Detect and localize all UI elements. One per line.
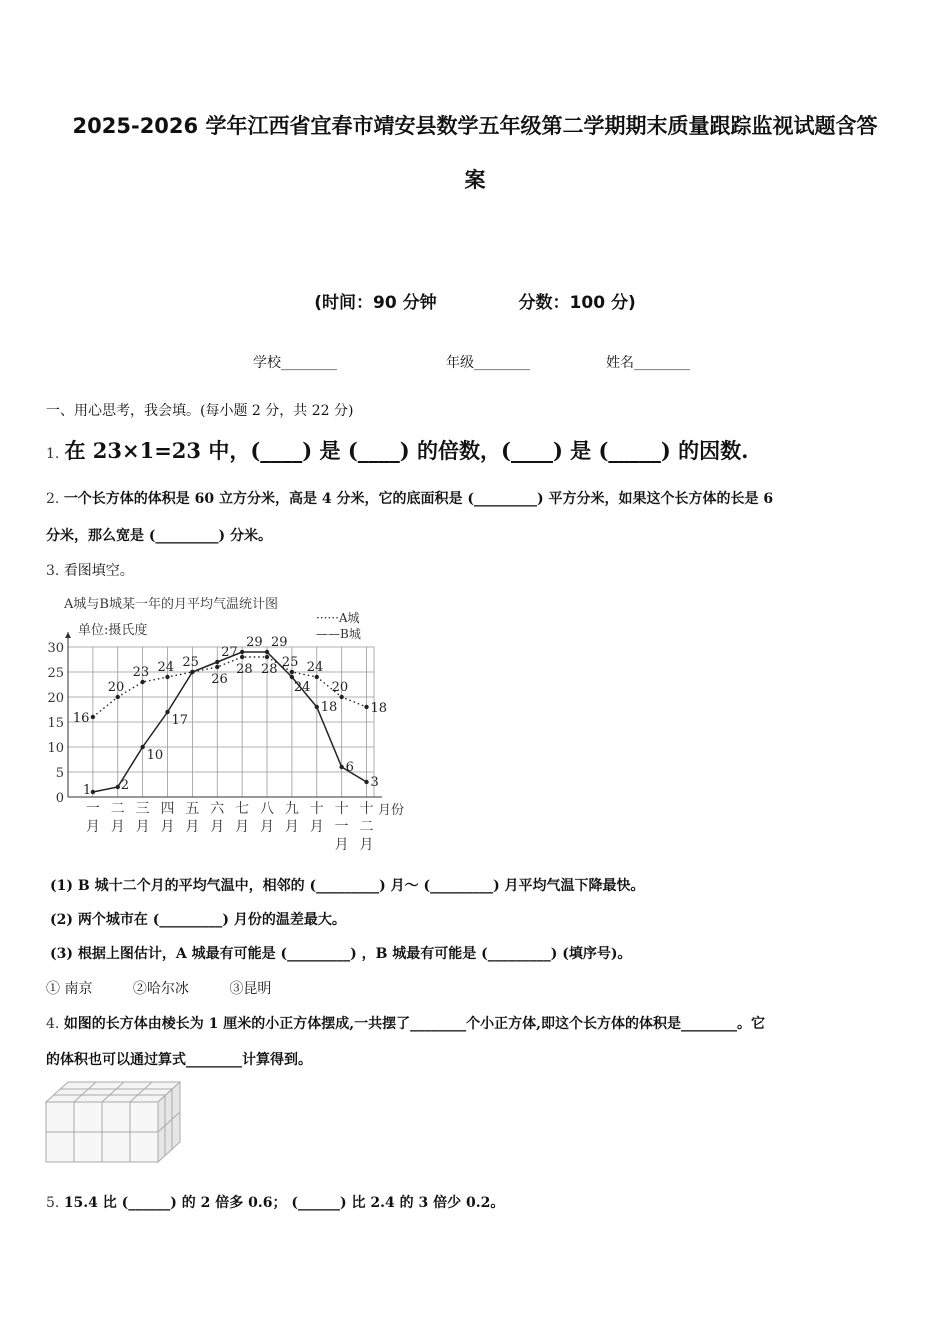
series-b-data-label: 2 xyxy=(120,778,130,793)
series-a-data-label: 25 xyxy=(182,655,199,670)
series-b-point xyxy=(140,745,144,749)
question-text: 看图填空。 xyxy=(63,563,134,579)
doc-title-line2: 案 xyxy=(464,168,486,192)
series-b-point xyxy=(190,670,194,674)
x-tick-label: 四月 xyxy=(160,801,175,835)
legend-a: ······A城 xyxy=(316,611,360,625)
series-b-point xyxy=(339,765,343,769)
y-tick-label: 30 xyxy=(47,641,64,656)
question-3-sub1: (1) B 城十二个月的平均气温中，相邻的 (_________) 月～ (_________) 月平均气温下降最快。 xyxy=(50,878,645,894)
cuboid-figure xyxy=(44,1080,184,1166)
series-a-data-label: 23 xyxy=(132,665,150,680)
y-tick-label: 0 xyxy=(55,791,64,806)
x-tick-label: 二月 xyxy=(110,801,125,835)
question-number: 4. xyxy=(46,1016,60,1032)
x-tick-label: 九月 xyxy=(284,801,299,835)
series-b-data-label: 3 xyxy=(370,775,379,790)
y-tick-label: 20 xyxy=(47,691,64,706)
x-tick-label: 五月 xyxy=(185,801,200,835)
series-b-point xyxy=(315,705,319,709)
question-2-line2: 分米，那么宽是 (_________) 分米。 xyxy=(46,528,272,544)
section-heading: 一、用心思考，我会填。(每小题 2 分，共 22 分) xyxy=(46,403,354,419)
question-3-sub3: (3) 根据上图估计，A 城最有可能是 (_________) ，B 城最有可能是 (_________) (填序号)。 xyxy=(50,946,632,962)
question-number: 2. xyxy=(46,491,60,507)
question-1 xyxy=(46,435,749,465)
x-tick-label: 三月 xyxy=(135,801,150,835)
series-a-point xyxy=(116,695,120,699)
chart-title: A城与B城某一年的月平均气温统计图 xyxy=(64,597,278,612)
series-a-point xyxy=(265,655,269,659)
series-a-data-label: 26 xyxy=(211,672,228,687)
x-tick-label: 十月 xyxy=(309,801,324,835)
series-a-point xyxy=(240,655,244,659)
x-tick-label: 七月 xyxy=(235,801,250,835)
option-1: ① 南京 xyxy=(46,981,93,997)
y-tick-label: 10 xyxy=(47,741,64,756)
question-text: 如图的长方体由棱长为 1 厘米的小正方体摆成,一共摆了________个小正方体,即这个长方体的体积是________。它 xyxy=(63,1016,766,1032)
question-3-sub2: (2) 两个城市在 (_________) 月份的温差最大。 xyxy=(50,912,346,928)
chart-ylabel: 单位:摄氏度 xyxy=(78,623,148,638)
series-a-point xyxy=(315,675,319,679)
exam-score: 分数：100 分) xyxy=(518,293,636,313)
series-a-data-label: 24 xyxy=(157,660,175,675)
series-b-point xyxy=(91,790,95,794)
series-b-data-label: 17 xyxy=(171,713,189,728)
question-number: 5. xyxy=(46,1195,60,1211)
series-b-point xyxy=(215,660,219,664)
y-tick-label: 25 xyxy=(47,666,64,681)
series-b-data-label: 1 xyxy=(82,783,92,798)
series-a-data-label: 25 xyxy=(281,655,299,670)
series-a-data-label: 16 xyxy=(72,711,90,726)
question-number: 3. xyxy=(46,563,60,579)
chart-xlabel: 月份 xyxy=(378,803,405,818)
question-3-options xyxy=(46,979,271,999)
series-b-point xyxy=(165,710,169,714)
x-tick-label: 十一月 xyxy=(334,801,349,853)
option-2: ②哈尔冰 xyxy=(132,981,189,997)
series-b-data-label: 10 xyxy=(146,748,164,763)
option-3: ③昆明 xyxy=(229,981,272,997)
question-5 xyxy=(46,1193,504,1213)
series-b-point xyxy=(240,650,244,654)
question-4-line2: 的体积也可以通过算式________计算得到。 xyxy=(46,1052,312,1068)
doc-title-line1: 2025-2026 学年江西省宜春市靖安县数学五年级第二学期期末质量跟踪监视试题含答 xyxy=(72,114,878,138)
question-number: 1. xyxy=(46,446,60,462)
x-tick-label: 八月 xyxy=(260,801,275,835)
x-tick-label: 十二月 xyxy=(359,801,374,853)
question-text: 一个长方体的体积是 60 立方分米，高是 4 分米，它的底面积是 (_________) 平方分米，如果这个长方体的长是 6 xyxy=(63,491,774,507)
question-4-line1 xyxy=(46,1014,765,1034)
series-b-point xyxy=(265,650,269,654)
series-b-data-label: 6 xyxy=(345,760,354,775)
x-tick-label: 六月 xyxy=(210,801,225,835)
series-a-point xyxy=(165,675,169,679)
series-a-point xyxy=(339,695,343,699)
y-tick-label: 15 xyxy=(47,716,64,731)
series-b-data-label: 18 xyxy=(320,700,338,715)
exam-time: (时间：90 分钟 xyxy=(314,293,437,313)
y-tick-label: 5 xyxy=(55,766,64,781)
series-b-data-label: 29 xyxy=(246,635,263,650)
series-b-data-label: 29 xyxy=(271,635,288,650)
series-a-data-label: 28 xyxy=(236,662,253,677)
series-a-data-label: 24 xyxy=(306,660,324,675)
series-b-point xyxy=(116,785,120,789)
series-a-data-label: 18 xyxy=(370,701,388,716)
series-a-point xyxy=(140,680,144,684)
series-a-data-label: 28 xyxy=(261,662,278,677)
question-text: 15.4 比 (______) 的 2 倍多 0.6； (______) 比 2.4 的 3 倍少 0.2。 xyxy=(63,1195,505,1211)
series-b-point xyxy=(290,675,294,679)
series-a-point xyxy=(91,715,95,719)
x-tick-label: 一月 xyxy=(85,801,100,835)
series-a-point xyxy=(215,665,219,669)
temperature-line-chart xyxy=(44,592,424,854)
legend-b: ——B城 xyxy=(316,627,361,641)
series-a-data-label: 20 xyxy=(331,680,349,695)
question-2-line1 xyxy=(46,489,773,509)
series-a-data-label: 20 xyxy=(107,680,125,695)
grade-field: 年级________ xyxy=(446,355,530,371)
question-3 xyxy=(46,561,134,581)
series-a-point xyxy=(290,670,294,674)
school-field: 学校________ xyxy=(253,355,337,371)
y-axis-arrow xyxy=(65,632,71,638)
series-b-point xyxy=(364,780,368,784)
exam-meta xyxy=(0,288,950,313)
question-text: 在 23×1=23 中，(____) 是 (____) 的倍数，(____) 是 (_____) 的因数. xyxy=(64,438,749,463)
series-a-point xyxy=(364,705,368,709)
series-b-data-label: 24 xyxy=(293,680,311,695)
series-b-data-label: 27 xyxy=(221,645,238,660)
name-field: 姓名________ xyxy=(606,355,690,371)
